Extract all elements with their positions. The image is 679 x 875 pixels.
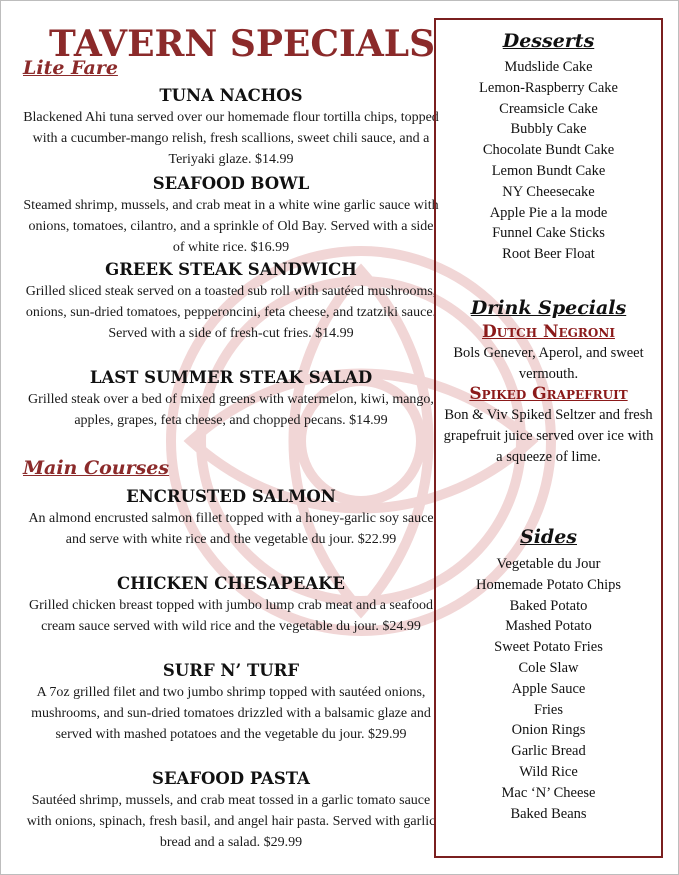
sides-item: Mashed Potato <box>505 618 592 635</box>
sides-item: Apple Sauce <box>511 680 586 697</box>
dish-name: CHICKEN CHESAPEAKE <box>116 574 346 593</box>
drink-name: Dutch Negroni <box>482 322 615 342</box>
sides-heading: Sides <box>519 526 577 548</box>
dish-name: SEAFOOD PASTA <box>152 769 310 788</box>
dish-name: SURF N’ TURF <box>162 661 300 680</box>
desserts-item: Funnel Cake Sticks <box>492 225 605 242</box>
dish-description: A 7oz grilled filet and two jumbo shrimp topped with sautéed onions, mushrooms, and sun-dried tomatoes drizzled with a balsamic glaze and served with mashed potatoes and the vegetable du jour. $29.99 <box>31 685 431 742</box>
drink-name: Spiked Grapefruit <box>469 384 628 404</box>
drink-specials-heading: Drink Specials <box>470 297 627 319</box>
dish-description: Grilled sliced steak served on a toasted sub roll with sautéed mushrooms, onions, sun-dried tomatoes, pepperoncini, feta cheese, and tzatziki sauce. Served with a side of fresh-cut fries. $14.99 <box>25 284 437 341</box>
dish-name: LAST SUMMER STEAK SALAD <box>89 368 373 387</box>
sides-item: Wild Rice <box>519 763 578 780</box>
page-title: TAVERN SPECIALS <box>49 23 436 65</box>
sides-item: Vegetable du Jour <box>496 556 601 572</box>
lite-fare-heading: Lite Fare <box>23 57 118 79</box>
dish-name: TUNA NACHOS <box>159 86 303 105</box>
desserts-heading: Desserts <box>502 30 595 52</box>
dish-name: GREEK STEAK SANDWICH <box>105 260 357 279</box>
dish-description: Blackened Ahi tuna served over our homemade flour tortilla chips, topped with a cucumber-mango relish, fresh scallions, sweet chili sauce, and a Teriyaki glaze. $14.99 <box>23 110 439 167</box>
desserts-item: Apple Pie a la mode <box>489 204 608 221</box>
dish-description: Grilled chicken breast topped with jumbo lump crab meat and a seafood cream sauce served with wild rice and the vegetable du jour. $24.99 <box>29 598 433 634</box>
dish-surf-n-turf <box>21 660 441 745</box>
dish-encrusted-salmon <box>21 486 441 550</box>
sidebar-panel <box>434 18 663 858</box>
sides-item: Baked Beans <box>510 805 587 822</box>
sides-item: Garlic Bread <box>511 743 586 760</box>
desserts-item: Lemon Bundt Cake <box>491 162 606 179</box>
desserts-item: Chocolate Bundt Cake <box>482 142 615 159</box>
desserts-item: Creamsicle Cake <box>499 100 598 117</box>
dish-description: Steamed shrimp, mussels, and crab meat in a white wine garlic sauce with onions, tomatoes, cilantro, and a sprinkle of Old Bay. Served with a side of white rice. $16.99 <box>23 198 439 255</box>
dish-description: Sautéed shrimp, mussels, and crab meat tossed in a garlic tomato sauce with onions, spinach, fresh basil, and angel hair pasta. Served with garlic bread and a salad. $29.99 <box>26 793 436 850</box>
dish-name: SEAFOOD BOWL <box>152 174 310 193</box>
dish-chicken-chesapeake <box>21 573 441 637</box>
sides-item: Fries <box>534 701 563 718</box>
dish-description: An almond encrusted salmon fillet topped with a honey-garlic soy sauce and serve with white rice and the vegetable du jour. $22.99 <box>28 511 434 547</box>
drink-spiked-grapefruit <box>442 384 655 468</box>
sides-item: Mac ‘N’ Cheese <box>501 784 596 801</box>
desserts-item: Lemon-Raspberry Cake <box>479 79 618 96</box>
sides-item: Cole Slaw <box>518 659 579 676</box>
dish-tuna-nachos <box>21 85 441 170</box>
sides-item: Sweet Potato Fries <box>494 639 603 656</box>
desserts-item: Bubbly Cake <box>510 121 587 138</box>
main-courses-heading: Main Courses <box>23 457 170 479</box>
sides-item: Baked Potato <box>509 597 588 614</box>
dish-greek-steak-sandwich <box>21 259 441 344</box>
dish-description: Grilled steak over a bed of mixed greens with watermelon, kiwi, mango, apples, grapes, feta cheese, and chopped pecans. $14.99 <box>28 392 434 428</box>
drink-description: Bon & Viv Spiked Seltzer and fresh grapefruit juice served over ice with a squeeze of lime. <box>443 407 654 465</box>
drink-dutch-negroni <box>442 322 655 385</box>
dish-name: ENCRUSTED SALMON <box>126 487 336 506</box>
desserts-item: NY Cheesecake <box>502 183 595 200</box>
dish-last-summer-steak-salad <box>21 367 441 431</box>
desserts-item: Mudslide Cake <box>504 59 593 75</box>
sides-item: Onion Rings <box>511 722 586 739</box>
desserts-item: Root Beer Float <box>502 246 595 263</box>
sides-list <box>436 554 661 824</box>
dish-seafood-bowl <box>21 173 441 258</box>
dish-seafood-pasta <box>21 768 441 853</box>
desserts-list <box>436 57 661 265</box>
sides-item: Homemade Potato Chips <box>476 576 621 593</box>
drink-description: Bols Genever, Aperol, and sweet vermouth. <box>453 345 644 382</box>
